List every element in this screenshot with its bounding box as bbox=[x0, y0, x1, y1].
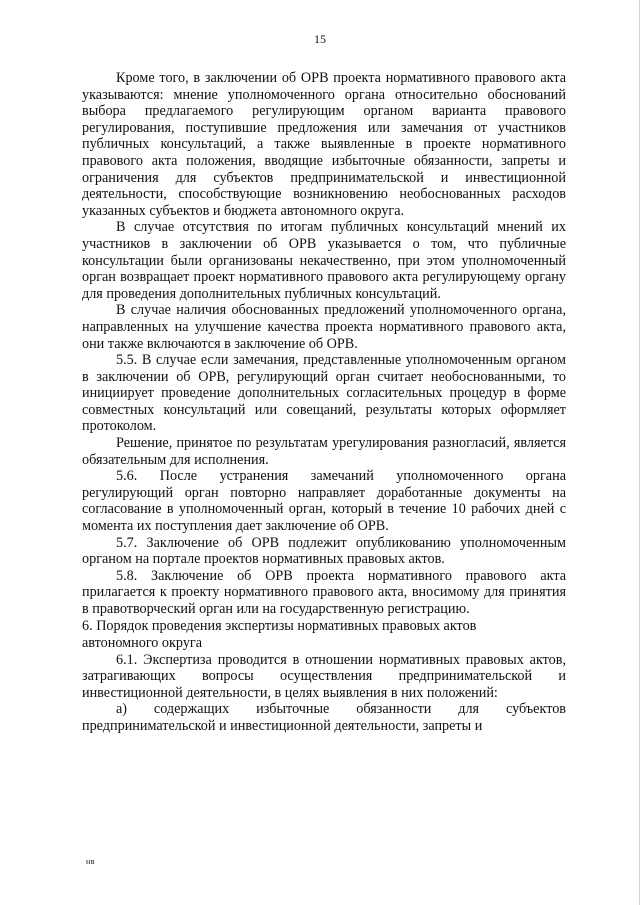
paragraph-5-6: 5.6. После устранения замечаний уполномоченного органа регулирующий орган повторно направляет доработанные документы на согласование в уполномоченный орган, который в течение 10 рабочих дней с момента их поступления дает заключение об ОРВ. bbox=[82, 468, 566, 535]
paragraph-6-1-a: а) содержащих избыточные обязанности для субъектов предпринимательской и инвестиционной деятельности, запреты и bbox=[82, 701, 566, 734]
paragraph-5-5: 5.5. В случае если замечания, представленные уполномоченным органом в заключении об ОРВ, регулирующий орган считает необоснованными, то инициирует проведение дополнительных согласительных процедур в форме совместных консультаций или совещаний, результаты которых оформляет протоколом. bbox=[82, 352, 566, 435]
paragraph-proposals-included: В случае наличия обоснованных предложений уполномоченного органа, направленных на улучшение качества проекта нормативного правового акта, они также включаются в заключение об ОРВ. bbox=[82, 302, 566, 352]
footer-initials: нв bbox=[86, 857, 96, 866]
page-number: 15 bbox=[314, 32, 326, 46]
section-heading-line1: 6. Порядок проведения экспертизы нормативных правовых актов bbox=[82, 617, 477, 634]
paragraph-opinion-contents: Кроме того, в заключении об ОРВ проекта нормативного правового акта указываются: мнение уполномоченного органа относительно обоснований выбора предлагаемого регулирующим органом варианта правового регулирования, поступившие предложения или замечания от участников публичных консультаций, а также выявленные в проекте нормативного правового акта положения, вводящие избыточные обязанности, запреты и ограничения для субъектов предпринимательской и инвестиционной деятельности, способствующие возникновению необоснованных расходов указанных субъектов и бюджета автономного округа. bbox=[82, 70, 566, 219]
document-body bbox=[82, 70, 566, 735]
paragraph-5-7: 5.7. Заключение об ОРВ подлежит опубликованию уполномоченным органом на портале проектов нормативных правовых актов. bbox=[82, 534, 566, 568]
paragraph-6-1: 6.1. Экспертиза проводится в отношении нормативных правовых актов, затрагивающих вопросы осуществления предпринимательской и инвестиционной деятельности, в целях выявления в них положений: bbox=[82, 651, 566, 701]
section-heading bbox=[82, 618, 566, 652]
paragraph-decision-binding: Решение, принятое по результатам урегулирования разногласий, является обязательным для исполнения. bbox=[82, 435, 566, 468]
section-heading-line2: автономного округа bbox=[82, 634, 203, 651]
paragraph-5-8: 5.8. Заключение об ОРВ проекта нормативного правового акта прилагается к проекту нормативного правового акта, вносимому для принятия в правотворческий орган или на государственную регистрацию. bbox=[82, 567, 566, 617]
paragraph-no-consultation-opinions: В случае отсутствия по итогам публичных консультаций мнений их участников в заключении об ОРВ указывается о том, что публичные консультации были организованы некачественно, при этом уполномоченный орган возвращает проект нормативного правового акта регулирующему органу для проведения дополнительных публичных консультаций. bbox=[82, 219, 566, 302]
